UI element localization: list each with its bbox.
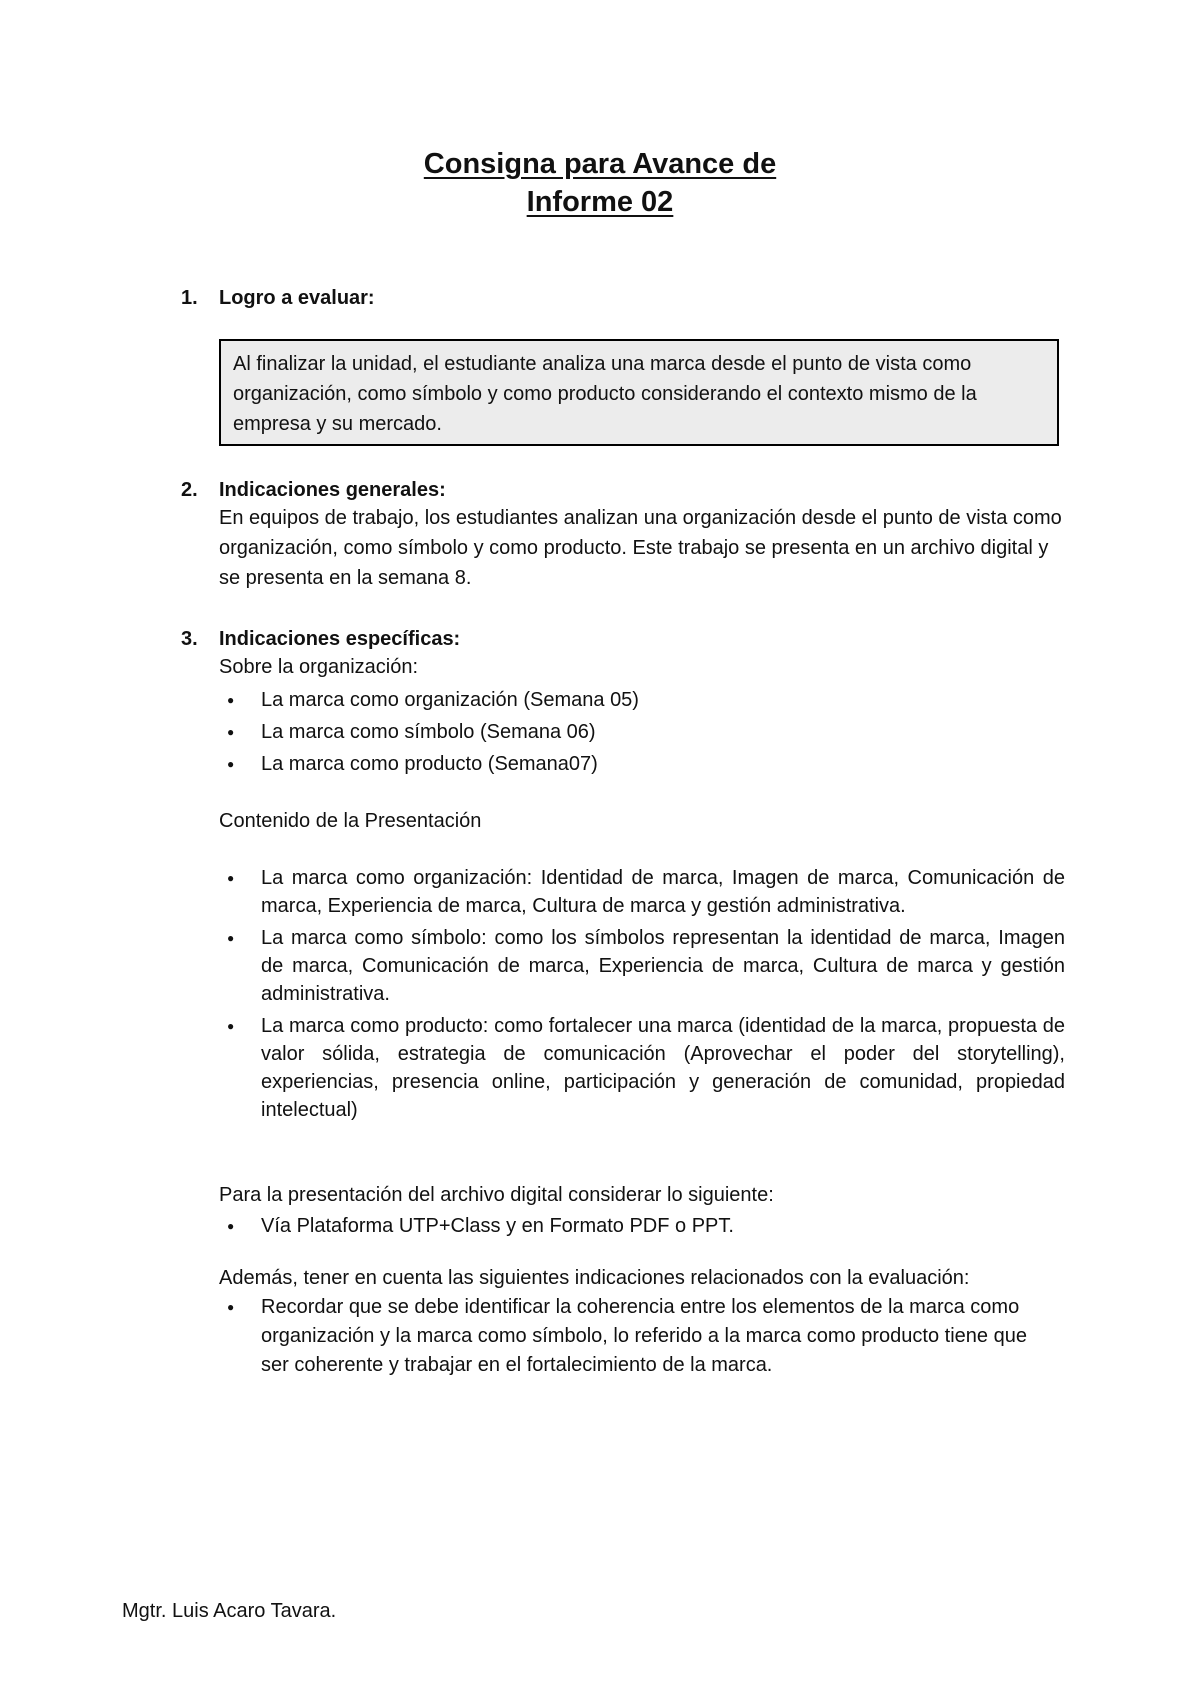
list-item: ● Vía Plataforma UTP+Class y en Formato PDF o PPT. (219, 1211, 1059, 1241)
document-title (0, 145, 1200, 221)
evaluation-list (219, 1293, 1059, 1380)
section-3-title: Indicaciones específicas: (219, 628, 461, 650)
presentation-content-label: Contenido de la Presentación (219, 810, 482, 832)
list-item: ● La marca como producto: como fortalecer una marca (identidad de la marca, propuesta de valor sólida, estrategia de comunicación (Aprovechar el poder del storytelling), experiencias, presencia online, participación y generación de comunidad, propiedad intelectual) (219, 1012, 1065, 1124)
section-3-number: 3. (181, 628, 198, 650)
section-2-heading (181, 476, 446, 504)
weekly-topics-list (219, 684, 1059, 780)
author-signature: Mgtr. Luis Acaro Tavara. (122, 1600, 337, 1622)
title-line-1: Consigna para Avance de (423, 148, 777, 180)
section-2-title: Indicaciones generales: (219, 479, 446, 501)
list-item: ● La marca como símbolo (Semana 06) (219, 716, 1059, 748)
learning-outcome-text: Al finalizar la unidad, el estudiante analiza una marca desde el punto de vista como organización, como símbolo y como producto considerando el contexto mismo de la empresa y su mercado. (233, 353, 977, 435)
bullet-icon: ● (227, 1019, 235, 1033)
organization-intro: Sobre la organización: (219, 656, 419, 678)
bullet-icon: ● (227, 871, 235, 885)
section-3-heading (181, 625, 460, 653)
bullet-icon: ● (227, 931, 235, 945)
list-item: ● La marca como organización: Identidad de marca, Imagen de marca, Comunicación de marca, Experiencia de marca, Cultura de marca y gestión administrativa. (219, 864, 1065, 920)
bullet-icon: ● (227, 1219, 235, 1233)
digital-file-list (219, 1211, 1059, 1241)
list-item: ● Recordar que se debe identificar la coherencia entre los elementos de la marca como organización y la marca como símbolo, lo referido a la marca como producto tiene que ser coherente y trabajar en el fortalecimiento de la marca. (219, 1293, 1059, 1380)
section-1-title: Logro a evaluar: (219, 287, 375, 309)
section-1-number: 1. (181, 287, 198, 309)
general-instructions-text: En equipos de trabajo, los estudiantes analizan una organización desde el punto de vista como organización, como símbolo y como producto. Este trabajo se presenta en un archivo digital y se presenta en la semana 8. (219, 507, 1062, 589)
section-1-heading (181, 284, 375, 312)
evaluation-label: Además, tener en cuenta las siguientes indicaciones relacionados con la evaluación: (219, 1267, 970, 1289)
bullet-icon: ● (227, 725, 235, 739)
digital-file-label: Para la presentación del archivo digital considerar lo siguiente: (219, 1184, 774, 1206)
bullet-icon: ● (227, 693, 235, 707)
bullet-icon: ● (227, 1300, 235, 1314)
bullet-icon: ● (227, 757, 235, 771)
learning-outcome-box (219, 339, 1059, 446)
list-item: ● La marca como producto (Semana07) (219, 748, 1059, 780)
section-2-number: 2. (181, 479, 198, 501)
list-item: ● La marca como organización (Semana 05) (219, 684, 1059, 716)
presentation-content-list (219, 864, 1065, 1124)
list-item: ● La marca como símbolo: como los símbolos representan la identidad de marca, Imagen de marca, Comunicación de marca, Experiencia de marca, Cultura de marca y gestión administrativa. (219, 924, 1065, 1008)
title-line-2: Informe 02 (526, 186, 674, 218)
